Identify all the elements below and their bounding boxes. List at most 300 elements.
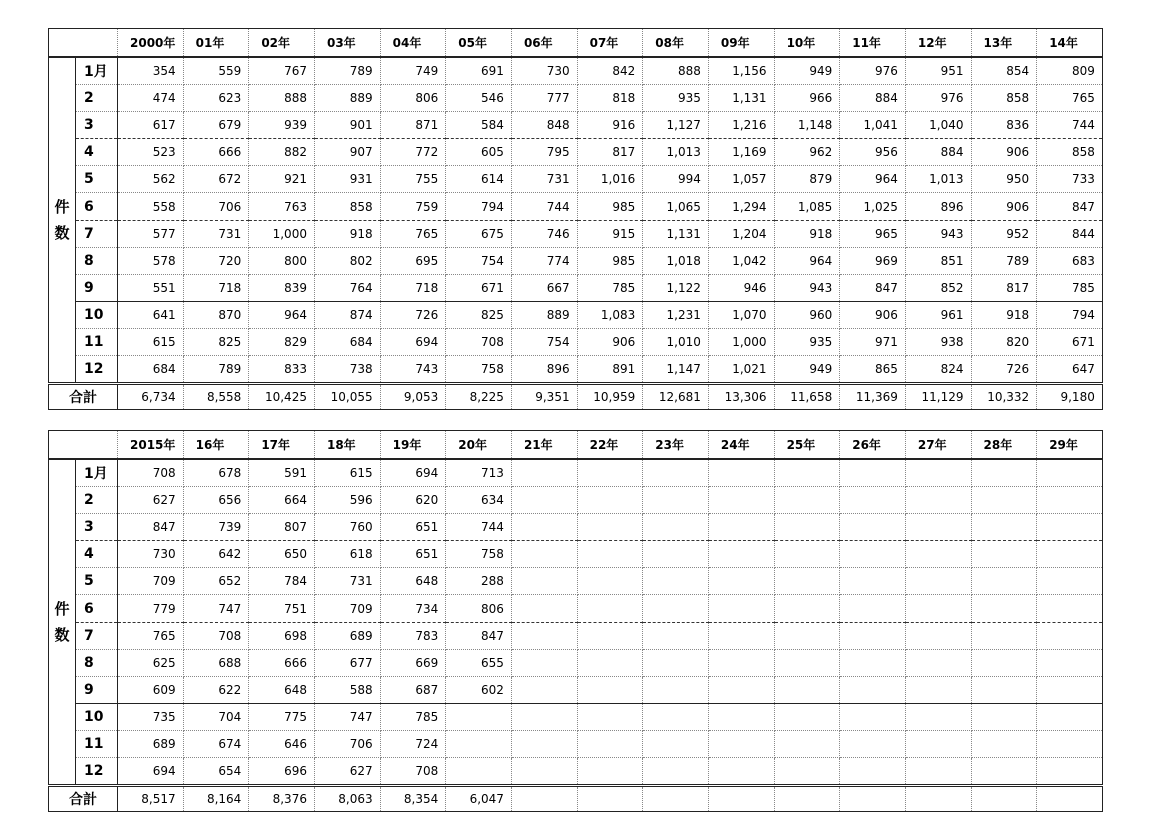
count-cell	[511, 568, 577, 595]
count-cell: 754	[511, 328, 577, 355]
count-cell: 747	[183, 595, 249, 622]
count-cell	[577, 487, 643, 514]
count-cell: 684	[118, 356, 184, 384]
row-group-label	[49, 459, 76, 786]
count-cell: 918	[774, 220, 840, 247]
count-cell: 591	[249, 459, 315, 487]
count-cell: 943	[905, 220, 971, 247]
count-cell	[971, 676, 1037, 703]
total-cell: 8,063	[314, 786, 380, 812]
count-cell: 952	[971, 220, 1037, 247]
count-cell: 935	[643, 85, 709, 112]
total-cell: 10,332	[971, 384, 1037, 410]
month-label: 4	[76, 139, 118, 166]
count-cell: 671	[446, 274, 512, 301]
count-cell: 642	[183, 541, 249, 568]
month-label: 11	[76, 328, 118, 355]
count-cell	[774, 487, 840, 514]
count-cell	[511, 730, 577, 757]
count-cell: 806	[446, 595, 512, 622]
count-cell: 735	[118, 703, 184, 730]
header-row	[49, 431, 1103, 460]
count-cell: 694	[380, 459, 446, 487]
count-cell	[840, 568, 906, 595]
count-cell	[840, 730, 906, 757]
count-cell: 751	[249, 595, 315, 622]
month-label: 1月	[76, 459, 118, 487]
month-label: 6	[76, 595, 118, 622]
count-cell: 546	[446, 85, 512, 112]
count-cell: 891	[577, 356, 643, 384]
year-header: 06年	[511, 29, 577, 58]
month-row	[49, 676, 1103, 703]
month-label: 9	[76, 274, 118, 301]
count-cell: 921	[249, 166, 315, 193]
count-cell: 1,156	[708, 57, 774, 85]
count-cell: 720	[183, 247, 249, 274]
count-cell: 1,021	[708, 356, 774, 384]
year-header: 01年	[183, 29, 249, 58]
year-header: 08年	[643, 29, 709, 58]
count-cell: 784	[249, 568, 315, 595]
count-cell: 764	[314, 274, 380, 301]
count-cell: 758	[446, 356, 512, 384]
count-cell: 1,000	[708, 328, 774, 355]
month-label: 10	[76, 301, 118, 328]
month-row	[49, 85, 1103, 112]
count-cell	[971, 459, 1037, 487]
corner-cell	[49, 431, 118, 460]
total-row	[49, 384, 1103, 410]
count-cell	[840, 541, 906, 568]
count-cell: 746	[511, 220, 577, 247]
count-cell	[971, 595, 1037, 622]
count-cell: 678	[183, 459, 249, 487]
total-cell: 8,376	[249, 786, 315, 812]
count-cell: 709	[314, 595, 380, 622]
count-cell: 789	[183, 356, 249, 384]
count-cell: 615	[314, 459, 380, 487]
count-cell: 648	[380, 568, 446, 595]
count-cell	[708, 676, 774, 703]
count-cell: 698	[249, 622, 315, 649]
count-cell: 551	[118, 274, 184, 301]
year-header: 28年	[971, 431, 1037, 460]
count-cell: 620	[380, 487, 446, 514]
count-cell	[774, 730, 840, 757]
count-cell: 962	[774, 139, 840, 166]
month-label: 4	[76, 541, 118, 568]
count-cell	[577, 595, 643, 622]
total-cell: 8,558	[183, 384, 249, 410]
month-label: 1月	[76, 57, 118, 85]
count-cell	[905, 676, 971, 703]
count-cell: 718	[380, 274, 446, 301]
count-cell: 739	[183, 514, 249, 541]
count-cell	[905, 622, 971, 649]
count-cell: 824	[905, 356, 971, 384]
count-cell: 641	[118, 301, 184, 328]
count-cell: 684	[314, 328, 380, 355]
count-cell	[774, 514, 840, 541]
count-cell	[905, 758, 971, 786]
count-cell: 817	[971, 274, 1037, 301]
count-cell: 695	[380, 247, 446, 274]
count-cell: 906	[971, 193, 1037, 220]
year-header: 11年	[840, 29, 906, 58]
count-cell: 706	[183, 193, 249, 220]
year-header: 17年	[249, 431, 315, 460]
count-cell	[1037, 676, 1103, 703]
count-cell	[577, 703, 643, 730]
count-cell	[511, 622, 577, 649]
count-cell	[511, 676, 577, 703]
month-label: 2	[76, 85, 118, 112]
count-cell: 896	[905, 193, 971, 220]
count-cell: 777	[511, 85, 577, 112]
count-cell	[840, 703, 906, 730]
count-cell	[511, 487, 577, 514]
count-cell: 1,000	[249, 220, 315, 247]
count-cell	[511, 703, 577, 730]
count-cell: 675	[446, 220, 512, 247]
month-row	[49, 139, 1103, 166]
count-cell	[905, 541, 971, 568]
count-cell: 652	[183, 568, 249, 595]
count-cell: 1,057	[708, 166, 774, 193]
count-cell: 749	[380, 57, 446, 85]
total-cell: 8,354	[380, 786, 446, 812]
total-cell: 8,225	[446, 384, 512, 410]
count-cell: 938	[905, 328, 971, 355]
count-cell: 694	[380, 328, 446, 355]
count-cell: 1,025	[840, 193, 906, 220]
month-row	[49, 57, 1103, 85]
count-cell	[511, 595, 577, 622]
count-cell	[774, 568, 840, 595]
month-row	[49, 459, 1103, 487]
total-cell	[1037, 786, 1103, 812]
year-header: 27年	[905, 431, 971, 460]
year-header: 29年	[1037, 431, 1103, 460]
year-header: 04年	[380, 29, 446, 58]
count-cell: 1,010	[643, 328, 709, 355]
count-cell	[577, 676, 643, 703]
month-row	[49, 703, 1103, 730]
count-cell: 918	[971, 301, 1037, 328]
total-cell: 11,129	[905, 384, 971, 410]
count-cell: 950	[971, 166, 1037, 193]
year-header: 21年	[511, 431, 577, 460]
month-row	[49, 487, 1103, 514]
count-cell	[708, 514, 774, 541]
count-cell: 694	[118, 758, 184, 786]
year-header: 02年	[249, 29, 315, 58]
count-cell	[905, 730, 971, 757]
count-cell: 817	[577, 139, 643, 166]
count-cell: 584	[446, 112, 512, 139]
count-cell	[905, 649, 971, 676]
count-cell	[643, 758, 709, 786]
count-cell: 794	[446, 193, 512, 220]
count-cell: 976	[840, 57, 906, 85]
month-label: 8	[76, 649, 118, 676]
year-header: 25年	[774, 431, 840, 460]
month-label: 7	[76, 622, 118, 649]
count-cell: 656	[183, 487, 249, 514]
count-cell: 672	[183, 166, 249, 193]
count-cell: 730	[118, 541, 184, 568]
count-cell: 605	[446, 139, 512, 166]
count-cell: 847	[118, 514, 184, 541]
count-cell: 691	[446, 57, 512, 85]
count-cell	[971, 514, 1037, 541]
total-cell: 9,180	[1037, 384, 1103, 410]
count-cell: 706	[314, 730, 380, 757]
count-cell: 666	[249, 649, 315, 676]
count-cell: 949	[774, 356, 840, 384]
month-row	[49, 541, 1103, 568]
total-cell	[643, 786, 709, 812]
total-cell: 10,425	[249, 384, 315, 410]
count-cell: 1,040	[905, 112, 971, 139]
count-cell	[446, 758, 512, 786]
count-cell: 767	[249, 57, 315, 85]
count-cell: 689	[314, 622, 380, 649]
total-cell	[511, 786, 577, 812]
row-group-label	[49, 57, 76, 384]
count-cell	[577, 541, 643, 568]
count-cell	[708, 649, 774, 676]
count-cell	[1037, 459, 1103, 487]
count-cell: 985	[577, 247, 643, 274]
count-cell	[577, 459, 643, 487]
count-cell: 708	[118, 459, 184, 487]
count-cell: 847	[1037, 193, 1103, 220]
total-label: 合計	[49, 384, 118, 410]
count-cell	[840, 514, 906, 541]
count-cell: 744	[511, 193, 577, 220]
count-cell: 994	[643, 166, 709, 193]
count-cell	[643, 649, 709, 676]
count-cell: 943	[774, 274, 840, 301]
month-row	[49, 220, 1103, 247]
year-header: 26年	[840, 431, 906, 460]
count-cell: 951	[905, 57, 971, 85]
year-header: 07年	[577, 29, 643, 58]
count-cell: 731	[511, 166, 577, 193]
count-cell: 829	[249, 328, 315, 355]
count-cell: 709	[118, 568, 184, 595]
month-row	[49, 166, 1103, 193]
total-cell: 13,306	[708, 384, 774, 410]
count-cell: 738	[314, 356, 380, 384]
count-cell	[577, 758, 643, 786]
count-cell: 1,216	[708, 112, 774, 139]
month-row	[49, 193, 1103, 220]
count-cell: 802	[314, 247, 380, 274]
count-cell: 683	[1037, 247, 1103, 274]
count-cell: 625	[118, 649, 184, 676]
count-cell	[1037, 730, 1103, 757]
count-cell	[774, 459, 840, 487]
count-cell: 622	[183, 676, 249, 703]
count-cell	[643, 568, 709, 595]
count-cell: 651	[380, 541, 446, 568]
month-row	[49, 328, 1103, 355]
count-cell: 969	[840, 247, 906, 274]
count-cell: 559	[183, 57, 249, 85]
count-cell: 1,016	[577, 166, 643, 193]
count-cell: 687	[380, 676, 446, 703]
count-cell	[708, 622, 774, 649]
count-cell: 918	[314, 220, 380, 247]
total-cell	[971, 786, 1037, 812]
count-cell: 785	[1037, 274, 1103, 301]
year-header: 19年	[380, 431, 446, 460]
count-cell: 807	[249, 514, 315, 541]
count-cell: 1,147	[643, 356, 709, 384]
count-cell	[774, 703, 840, 730]
count-cell: 1,131	[708, 85, 774, 112]
count-cell: 627	[118, 487, 184, 514]
corner-cell	[49, 29, 118, 58]
count-cell: 704	[183, 703, 249, 730]
count-cell: 789	[971, 247, 1037, 274]
count-cell: 1,083	[577, 301, 643, 328]
count-cell: 667	[511, 274, 577, 301]
count-cell	[774, 676, 840, 703]
count-cell	[971, 487, 1037, 514]
count-cell	[840, 459, 906, 487]
year-header: 24年	[708, 431, 774, 460]
year-header: 20年	[446, 431, 512, 460]
total-cell: 12,681	[643, 384, 709, 410]
count-cell	[971, 730, 1037, 757]
count-cell	[905, 514, 971, 541]
count-cell	[774, 758, 840, 786]
count-cell	[577, 514, 643, 541]
total-label: 合計	[49, 786, 118, 812]
month-row	[49, 622, 1103, 649]
count-cell: 674	[183, 730, 249, 757]
year-header: 03年	[314, 29, 380, 58]
count-cell: 596	[314, 487, 380, 514]
total-cell: 6,047	[446, 786, 512, 812]
count-cell	[905, 568, 971, 595]
count-cell: 1,070	[708, 301, 774, 328]
count-cell: 718	[183, 274, 249, 301]
month-label: 12	[76, 758, 118, 786]
count-cell	[905, 459, 971, 487]
year-header: 14年	[1037, 29, 1103, 58]
total-cell: 6,734	[118, 384, 184, 410]
count-cell: 1,294	[708, 193, 774, 220]
count-cell: 847	[446, 622, 512, 649]
count-cell	[643, 487, 709, 514]
count-cell: 562	[118, 166, 184, 193]
count-cell	[840, 595, 906, 622]
count-cell	[643, 541, 709, 568]
month-row	[49, 595, 1103, 622]
monthly-count-table-2000-2014	[48, 28, 1103, 410]
total-cell	[708, 786, 774, 812]
year-header: 16年	[183, 431, 249, 460]
count-cell: 671	[1037, 328, 1103, 355]
count-cell: 985	[577, 193, 643, 220]
count-cell: 664	[249, 487, 315, 514]
year-header: 2015年	[118, 431, 184, 460]
count-cell: 679	[183, 112, 249, 139]
count-cell: 888	[643, 57, 709, 85]
month-label: 2	[76, 487, 118, 514]
count-cell: 747	[314, 703, 380, 730]
count-cell	[643, 459, 709, 487]
month-label: 5	[76, 568, 118, 595]
year-header: 22年	[577, 431, 643, 460]
row-group-char: 件	[54, 197, 70, 216]
count-cell	[1037, 541, 1103, 568]
year-header: 10年	[774, 29, 840, 58]
count-cell	[577, 649, 643, 676]
count-cell: 754	[446, 247, 512, 274]
count-cell: 889	[314, 85, 380, 112]
total-cell: 10,959	[577, 384, 643, 410]
count-cell: 916	[577, 112, 643, 139]
total-cell: 9,351	[511, 384, 577, 410]
month-row	[49, 649, 1103, 676]
count-cell: 896	[511, 356, 577, 384]
count-cell	[511, 541, 577, 568]
count-cell	[971, 568, 1037, 595]
count-cell: 795	[511, 139, 577, 166]
count-cell: 906	[840, 301, 906, 328]
count-cell: 731	[183, 220, 249, 247]
count-cell: 906	[577, 328, 643, 355]
count-cell	[577, 568, 643, 595]
count-cell: 1,204	[708, 220, 774, 247]
count-cell: 964	[774, 247, 840, 274]
count-cell: 825	[446, 301, 512, 328]
month-label: 3	[76, 514, 118, 541]
count-cell	[1037, 649, 1103, 676]
count-cell: 689	[118, 730, 184, 757]
count-cell	[577, 730, 643, 757]
count-cell: 731	[314, 568, 380, 595]
count-cell: 870	[183, 301, 249, 328]
count-cell: 854	[971, 57, 1037, 85]
count-cell: 820	[971, 328, 1037, 355]
year-header: 23年	[643, 431, 709, 460]
count-cell: 851	[905, 247, 971, 274]
count-cell: 800	[249, 247, 315, 274]
count-cell: 836	[971, 112, 1037, 139]
count-cell: 848	[511, 112, 577, 139]
count-cell: 1,122	[643, 274, 709, 301]
count-cell: 755	[380, 166, 446, 193]
month-row	[49, 112, 1103, 139]
count-cell	[840, 487, 906, 514]
count-cell: 965	[840, 220, 906, 247]
monthly-count-table-2015-2029	[48, 430, 1103, 812]
total-cell: 8,517	[118, 786, 184, 812]
count-cell: 1,127	[643, 112, 709, 139]
count-cell: 765	[380, 220, 446, 247]
count-cell: 806	[380, 85, 446, 112]
count-cell: 623	[183, 85, 249, 112]
total-cell: 11,369	[840, 384, 906, 410]
count-cell: 1,041	[840, 112, 906, 139]
